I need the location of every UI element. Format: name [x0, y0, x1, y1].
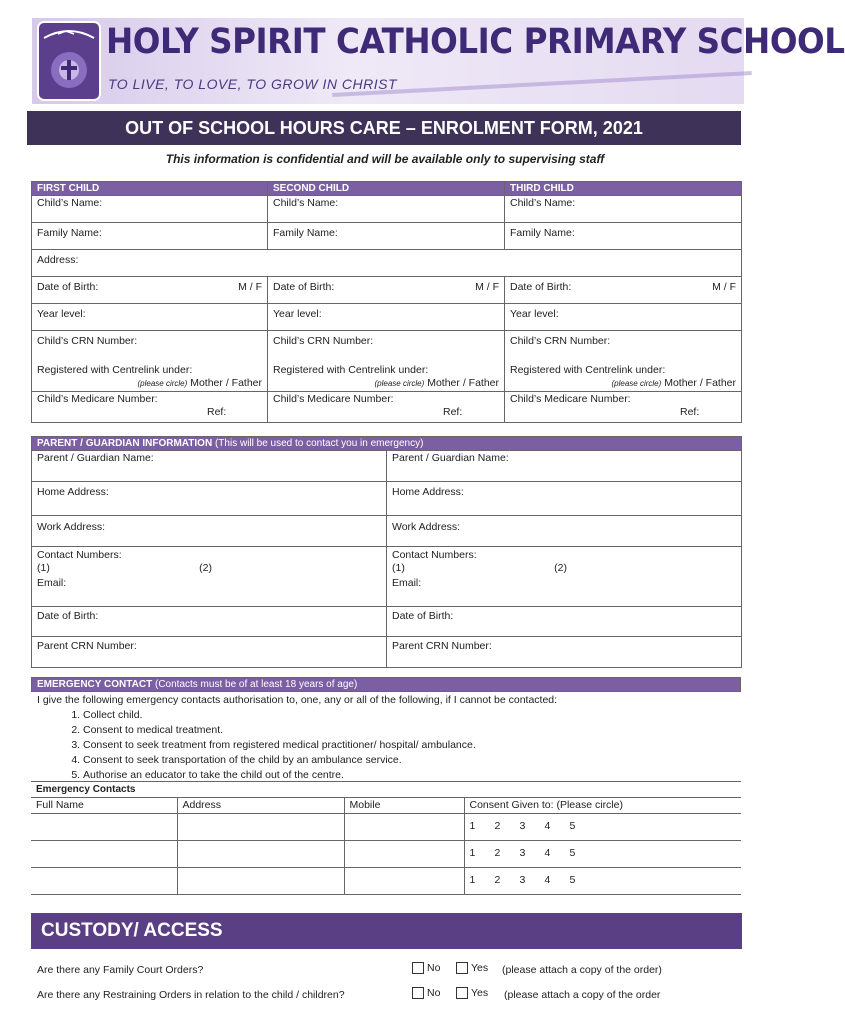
school-banner: [32, 18, 845, 104]
list-item: 2. Consent to medical treatment.: [83, 723, 737, 738]
consent-option[interactable]: 2: [494, 874, 501, 886]
checkbox-no[interactable]: [412, 962, 424, 974]
consent-option[interactable]: 1: [469, 820, 476, 832]
child1-year-field[interactable]: Year level:: [32, 304, 268, 331]
no-label: No: [427, 962, 441, 974]
consent-option[interactable]: 1: [469, 847, 476, 859]
dob-label: Date of Birth:: [37, 281, 99, 293]
col-mobile: Mobile: [344, 798, 464, 814]
attach-note-2: (please attach a copy of the order: [504, 989, 661, 1001]
family-court-no[interactable]: [412, 962, 440, 974]
crn-label: Child’s CRN Number:: [510, 335, 611, 347]
parent1-name-field[interactable]: Parent / Guardian Name:: [32, 451, 387, 482]
consent-option[interactable]: 3: [519, 820, 526, 832]
contact2-address[interactable]: [177, 841, 344, 868]
col-address: Address: [177, 798, 344, 814]
centrelink-label: Registered with Centrelink under:: [273, 364, 429, 376]
parent2-home-field[interactable]: Home Address:: [387, 482, 742, 516]
child2-name-field[interactable]: Child’s Name:: [268, 196, 505, 223]
please-circle-note: (please circle): [137, 379, 188, 388]
attach-note-1: (please attach a copy of the order): [502, 964, 662, 976]
emergency-intro: I give the following emergency contacts authorisation to, one, any or all of the following, if I cannot be contacted:: [37, 694, 558, 706]
consent-option[interactable]: 4: [544, 820, 551, 832]
child2-family-field[interactable]: Family Name:: [268, 223, 505, 250]
child3-medicare-field[interactable]: [505, 392, 742, 423]
consent-option[interactable]: 2: [494, 820, 501, 832]
ref-label: Ref:: [207, 406, 227, 418]
parent-section-header: [32, 437, 742, 451]
emergency-authorisation: [37, 693, 737, 783]
list-item: 3. Consent to seek treatment from registered medical practitioner/ hospital/ ambulance.: [83, 738, 737, 753]
parent-header-note: (This will be used to contact you in emergency): [214, 438, 424, 449]
gender-option: M / F: [238, 281, 262, 293]
mother-father-option: Mother / Father: [190, 377, 262, 389]
child2-crn-field[interactable]: [268, 331, 505, 392]
emergency-contacts-table: [31, 781, 741, 895]
dob-label: Date of Birth:: [273, 281, 335, 293]
gender-option: M / F: [475, 281, 499, 293]
medicare-label: Child’s Medicare Number:: [510, 393, 631, 405]
child3-name-field[interactable]: Child’s Name:: [505, 196, 742, 223]
emergency-header-title: EMERGENCY CONTACT: [37, 679, 153, 690]
crn-label: Child’s CRN Number:: [273, 335, 374, 347]
parent2-name-field[interactable]: Parent / Guardian Name:: [387, 451, 742, 482]
third-child-header: THIRD CHILD: [505, 182, 742, 196]
col-full-name: Full Name: [31, 798, 177, 814]
consent-option[interactable]: 1: [469, 874, 476, 886]
yes-label: Yes: [471, 962, 489, 974]
please-circle-note: (please circle): [374, 379, 425, 388]
yes-label: Yes: [471, 987, 489, 999]
contact3-address[interactable]: [177, 868, 344, 895]
no-label: No: [427, 987, 441, 999]
restraining-yes[interactable]: [456, 987, 488, 999]
consent-option[interactable]: 4: [544, 874, 551, 886]
child1-crn-field[interactable]: [32, 331, 268, 392]
parent1-work-field[interactable]: Work Address:: [32, 516, 387, 547]
mother-father-option: Mother / Father: [664, 377, 736, 389]
parent1-contact-field[interactable]: [32, 547, 387, 607]
child3-crn-field[interactable]: [505, 331, 742, 392]
contact-1-label: (1): [37, 562, 50, 574]
contact1-mobile[interactable]: [344, 814, 464, 841]
parent-header-title: PARENT / GUARDIAN INFORMATION: [37, 438, 213, 449]
emergency-header-table: [31, 677, 741, 692]
contact3-consent[interactable]: [464, 868, 741, 895]
address-field[interactable]: Address:: [32, 250, 742, 277]
contact-2-label: (2): [554, 562, 567, 574]
contact2-mobile[interactable]: [344, 841, 464, 868]
child2-dob-field[interactable]: [268, 277, 505, 304]
list-item: 5. Authorise an educator to take the child out of the centre.: [83, 768, 737, 783]
col-consent: Consent Given to: (Please circle): [464, 798, 741, 814]
parent2-crn-field[interactable]: Parent CRN Number:: [387, 637, 742, 668]
child3-year-field[interactable]: Year level:: [505, 304, 742, 331]
contact2-name[interactable]: [31, 841, 177, 868]
contact-label: Contact Numbers:: [392, 549, 477, 561]
child1-name-field[interactable]: Child’s Name:: [32, 196, 268, 223]
checkbox-yes[interactable]: [456, 962, 468, 974]
consent-option[interactable]: 4: [544, 847, 551, 859]
gender-option: M / F: [712, 281, 736, 293]
parent2-work-field[interactable]: Work Address:: [387, 516, 742, 547]
consent-option[interactable]: 3: [519, 874, 526, 886]
medicare-label: Child’s Medicare Number:: [37, 393, 158, 405]
family-court-question: Are there any Family Court Orders?: [37, 964, 204, 976]
child3-family-field[interactable]: Family Name:: [505, 223, 742, 250]
restraining-order-question: Are there any Restraining Orders in relation to the child / children?: [37, 989, 345, 1001]
first-child-header: FIRST CHILD: [32, 182, 268, 196]
school-crest-logo: [36, 20, 102, 102]
consent-option[interactable]: 5: [569, 874, 576, 886]
emergency-header-note: (Contacts must be of at least 18 years of age): [154, 679, 358, 690]
child2-year-field[interactable]: Year level:: [268, 304, 505, 331]
checkbox-no[interactable]: [412, 987, 424, 999]
contact1-address[interactable]: [177, 814, 344, 841]
consent-option[interactable]: 5: [569, 847, 576, 859]
ref-label: Ref:: [680, 406, 700, 418]
parent1-home-field[interactable]: Home Address:: [32, 482, 387, 516]
child1-medicare-field[interactable]: [32, 392, 268, 423]
child2-medicare-field[interactable]: [268, 392, 505, 423]
restraining-no[interactable]: [412, 987, 440, 999]
parent2-contact-field[interactable]: [387, 547, 742, 607]
list-item: 1. Collect child.: [83, 708, 737, 723]
ref-label: Ref:: [443, 406, 463, 418]
authorisation-list: [37, 708, 737, 783]
mother-father-option: Mother / Father: [427, 377, 499, 389]
child1-dob-field[interactable]: [32, 277, 268, 304]
parent1-dob-field[interactable]: Date of Birth:: [32, 607, 387, 637]
family-court-yes[interactable]: [456, 962, 488, 974]
custody-section-header: CUSTODY/ ACCESS: [31, 913, 742, 949]
second-child-header: SECOND CHILD: [268, 182, 505, 196]
contact3-mobile[interactable]: [344, 868, 464, 895]
emergency-contacts-label: Emergency Contacts: [31, 782, 741, 798]
school-motto: TO LIVE, TO LOVE, TO GROW IN CHRIST: [108, 76, 397, 92]
dob-label: Date of Birth:: [510, 281, 572, 293]
consent-option[interactable]: 5: [569, 820, 576, 832]
children-table: [31, 181, 742, 423]
contact-1-label: (1): [392, 562, 405, 574]
contact-label: Contact Numbers:: [37, 549, 122, 561]
email-label: Email:: [392, 577, 422, 589]
emergency-section-header: [32, 678, 741, 692]
medicare-label: Child’s Medicare Number:: [273, 393, 394, 405]
please-circle-note: (please circle): [611, 379, 662, 388]
school-name: HOLY SPIRIT CATHOLIC PRIMARY SCHOOL: [106, 22, 845, 62]
checkbox-yes[interactable]: [456, 987, 468, 999]
consent-option[interactable]: 2: [494, 847, 501, 859]
crn-label: Child’s CRN Number:: [37, 335, 138, 347]
contact2-consent[interactable]: [464, 841, 741, 868]
email-label: Email:: [37, 577, 67, 589]
contact-2-label: (2): [199, 562, 212, 574]
parent-table: [31, 436, 742, 668]
confidential-note: This information is confidential and will be available only to supervising staff: [165, 152, 605, 166]
centrelink-label: Registered with Centrelink under:: [37, 364, 193, 376]
consent-option[interactable]: 3: [519, 847, 526, 859]
contact1-consent[interactable]: [464, 814, 741, 841]
contact1-name[interactable]: [31, 814, 177, 841]
contact3-name[interactable]: [31, 868, 177, 895]
centrelink-label: Registered with Centrelink under:: [510, 364, 666, 376]
child1-family-field[interactable]: Family Name:: [32, 223, 268, 250]
form-title: OUT OF SCHOOL HOURS CARE – ENROLMENT FORM, 2021: [27, 111, 741, 145]
parent2-dob-field[interactable]: Date of Birth:: [387, 607, 742, 637]
list-item: 4. Consent to seek transportation of the child by an ambulance service.: [83, 753, 737, 768]
child3-dob-field[interactable]: [505, 277, 742, 304]
parent1-crn-field[interactable]: Parent CRN Number:: [32, 637, 387, 668]
